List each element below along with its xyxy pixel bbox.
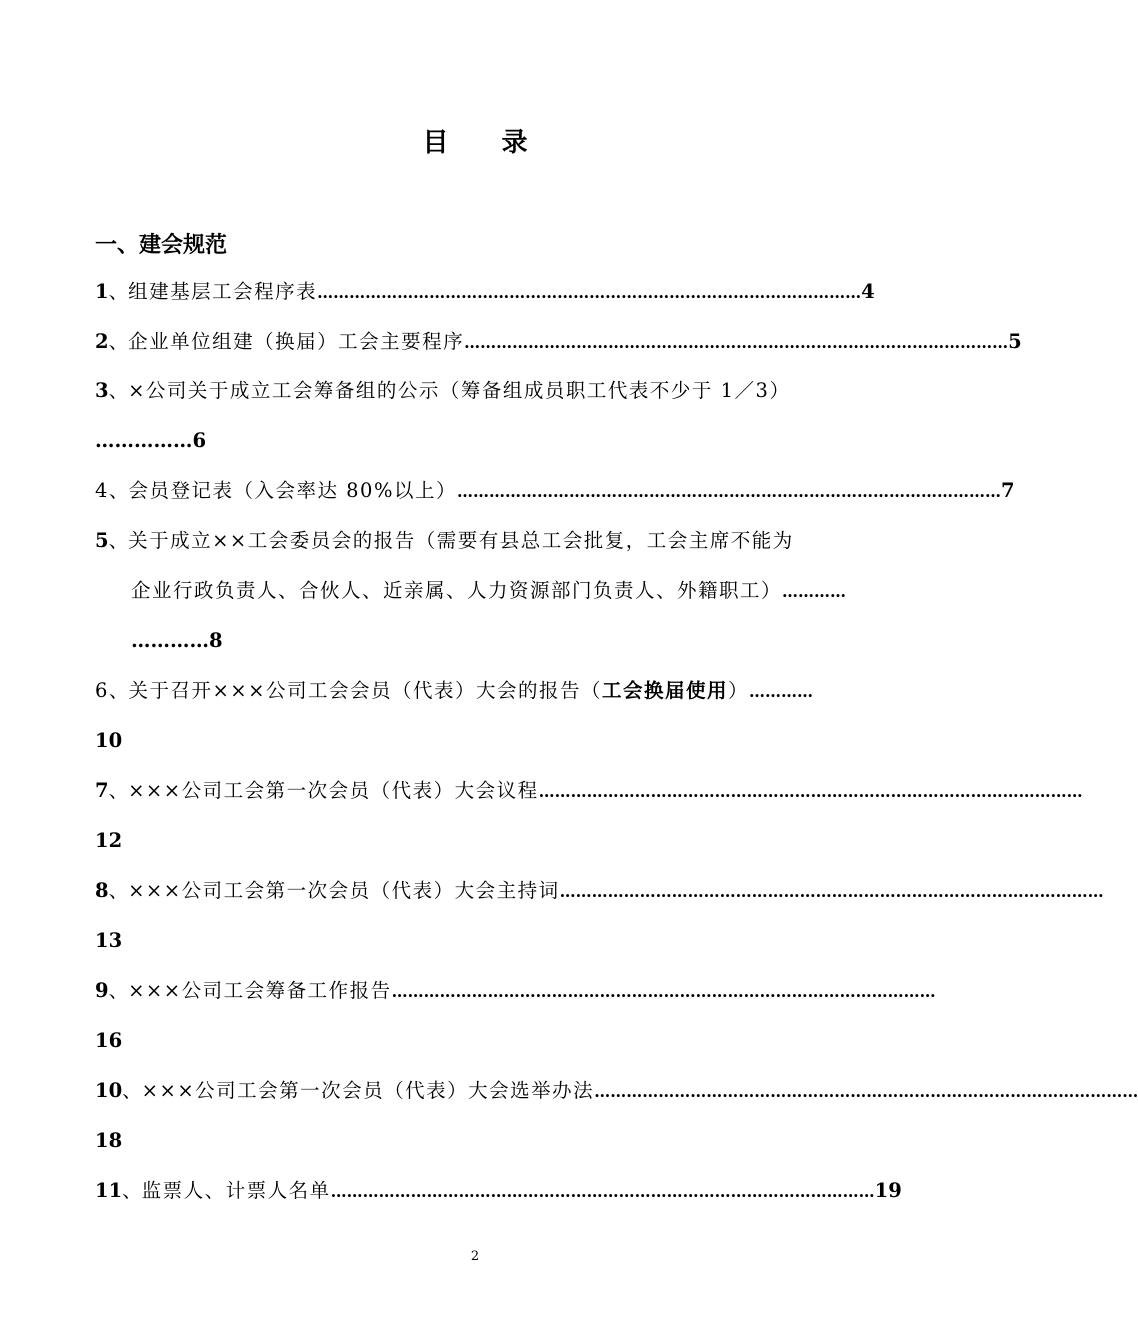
entry-page: 19 — [874, 1179, 902, 1202]
entry-separator: 、 — [108, 479, 129, 502]
entry-separator: 、 — [122, 1079, 142, 1102]
toc-entry-6-continuation — [95, 726, 862, 756]
dot-leader: ………… — [131, 629, 209, 652]
entry-page: 12 — [95, 829, 123, 852]
toc-entry-10-continuation — [95, 1126, 862, 1156]
entry-separator: 、 — [108, 330, 129, 353]
entry-number: 4 — [95, 479, 109, 502]
entry-text-continued: 企业行政负责人、合伙人、近亲属、人力资源部门负责人、外籍职工） — [131, 579, 783, 602]
entry-separator: 、 — [108, 779, 129, 802]
entry-page: 7 — [1000, 479, 1015, 502]
entry-page: 6 — [192, 429, 207, 452]
toc-entry-3-continuation — [95, 426, 862, 456]
toc-entry-5-line2 — [131, 576, 862, 606]
toc-entry-6[interactable] — [95, 676, 862, 706]
entry-text: ×××公司工会筹备工作报告 — [128, 979, 392, 1002]
entry-page: 10 — [95, 729, 123, 752]
dot-leader: ………… — [782, 582, 847, 601]
toc-entry-8[interactable] — [95, 876, 1104, 906]
entry-text: ×××公司工会第一次会员（代表）大会选举办法 — [141, 1079, 595, 1102]
dot-leader: ………… — [749, 682, 813, 701]
entry-separator: 、 — [108, 979, 129, 1002]
entry-text: 企业单位组建（换届）工会主要程序 — [128, 330, 465, 353]
entry-page: 16 — [95, 1029, 123, 1052]
toc-entry-5-line3 — [131, 626, 862, 656]
dot-leader: ………………………………………………………………………………………… — [594, 1082, 1138, 1101]
entry-separator: 、 — [122, 1179, 142, 1202]
dot-leader: ………………………………………………………………………………………… — [317, 283, 862, 302]
entry-text: 监票人、计票人名单 — [141, 1179, 331, 1202]
entry-number: 7 — [95, 779, 109, 802]
entry-number: 10 — [95, 1079, 123, 1102]
page-title: 目 录 — [422, 128, 550, 158]
entry-number: 1 — [95, 280, 109, 303]
toc-entry-4[interactable] — [95, 476, 1015, 506]
entry-text: 关于召开×××公司工会会员（代表）大会的报告（ — [128, 679, 602, 702]
entry-separator: 、 — [108, 379, 129, 402]
entry-text: ×××公司工会第一次会员（代表）大会议程 — [128, 779, 539, 802]
entry-number: 8 — [95, 879, 109, 902]
toc-entry-9[interactable] — [95, 976, 936, 1006]
entry-separator: 、 — [108, 280, 129, 303]
entry-separator: 、 — [108, 529, 129, 552]
entry-text: 会员登记表（入会率达 80%以上） — [128, 479, 457, 502]
entry-number: 2 — [95, 330, 109, 353]
dot-leader: ………………………………………………………………………………………… — [330, 1182, 875, 1201]
toc-entry-7-continuation — [95, 826, 862, 856]
entry-number: 6 — [95, 679, 109, 702]
toc-entry-10[interactable] — [95, 1076, 1138, 1106]
entry-text: 组建基层工会程序表 — [128, 280, 318, 303]
entry-number: 5 — [95, 529, 109, 552]
entry-separator: 、 — [108, 879, 129, 902]
toc-entry-1[interactable] — [95, 277, 875, 307]
entry-number: 3 — [95, 379, 109, 402]
toc-entry-9-continuation — [95, 1026, 862, 1056]
entry-text: ×××公司工会第一次会员（代表）大会主持词 — [128, 879, 560, 902]
entry-text: 关于成立××工会委员会的报告（需要有县总工会批复，工会主席不能为 — [128, 529, 794, 552]
entry-page: 18 — [95, 1129, 123, 1152]
toc-entry-11[interactable] — [95, 1176, 902, 1206]
dot-leader: …………… — [95, 429, 193, 452]
page-number: 2 — [470, 1249, 480, 1264]
entry-number: 9 — [95, 979, 109, 1002]
section-heading: 一、建会规范 — [95, 233, 228, 258]
dot-leader: ………………………………………………………………………………………… — [391, 982, 936, 1001]
entry-page: 5 — [1008, 330, 1022, 353]
entry-text-end: ） — [727, 679, 749, 702]
toc-entry-7[interactable] — [95, 776, 1083, 806]
entry-page: 8 — [209, 629, 223, 652]
entry-page: 4 — [861, 280, 875, 303]
toc-entry-5[interactable] — [95, 526, 862, 556]
dot-leader: ………………………………………………………………………………………… — [464, 333, 1009, 352]
toc-entry-3[interactable] — [95, 376, 862, 406]
entry-number: 11 — [95, 1179, 123, 1202]
entry-page: 13 — [95, 929, 123, 952]
entry-text-bold: 工会换届使用 — [601, 679, 728, 702]
toc-entry-8-continuation — [95, 926, 862, 956]
entry-text: ×公司关于成立工会筹备组的公示（筹备组成员职工代表不少于 1／3） — [128, 379, 791, 402]
toc-entry-2[interactable] — [95, 327, 1022, 357]
entry-separator: 、 — [108, 679, 129, 702]
dot-leader: ………………………………………………………………………………………… — [538, 782, 1083, 801]
dot-leader: ………………………………………………………………………………………… — [456, 482, 1001, 501]
dot-leader: ………………………………………………………………………………………… — [559, 882, 1104, 901]
